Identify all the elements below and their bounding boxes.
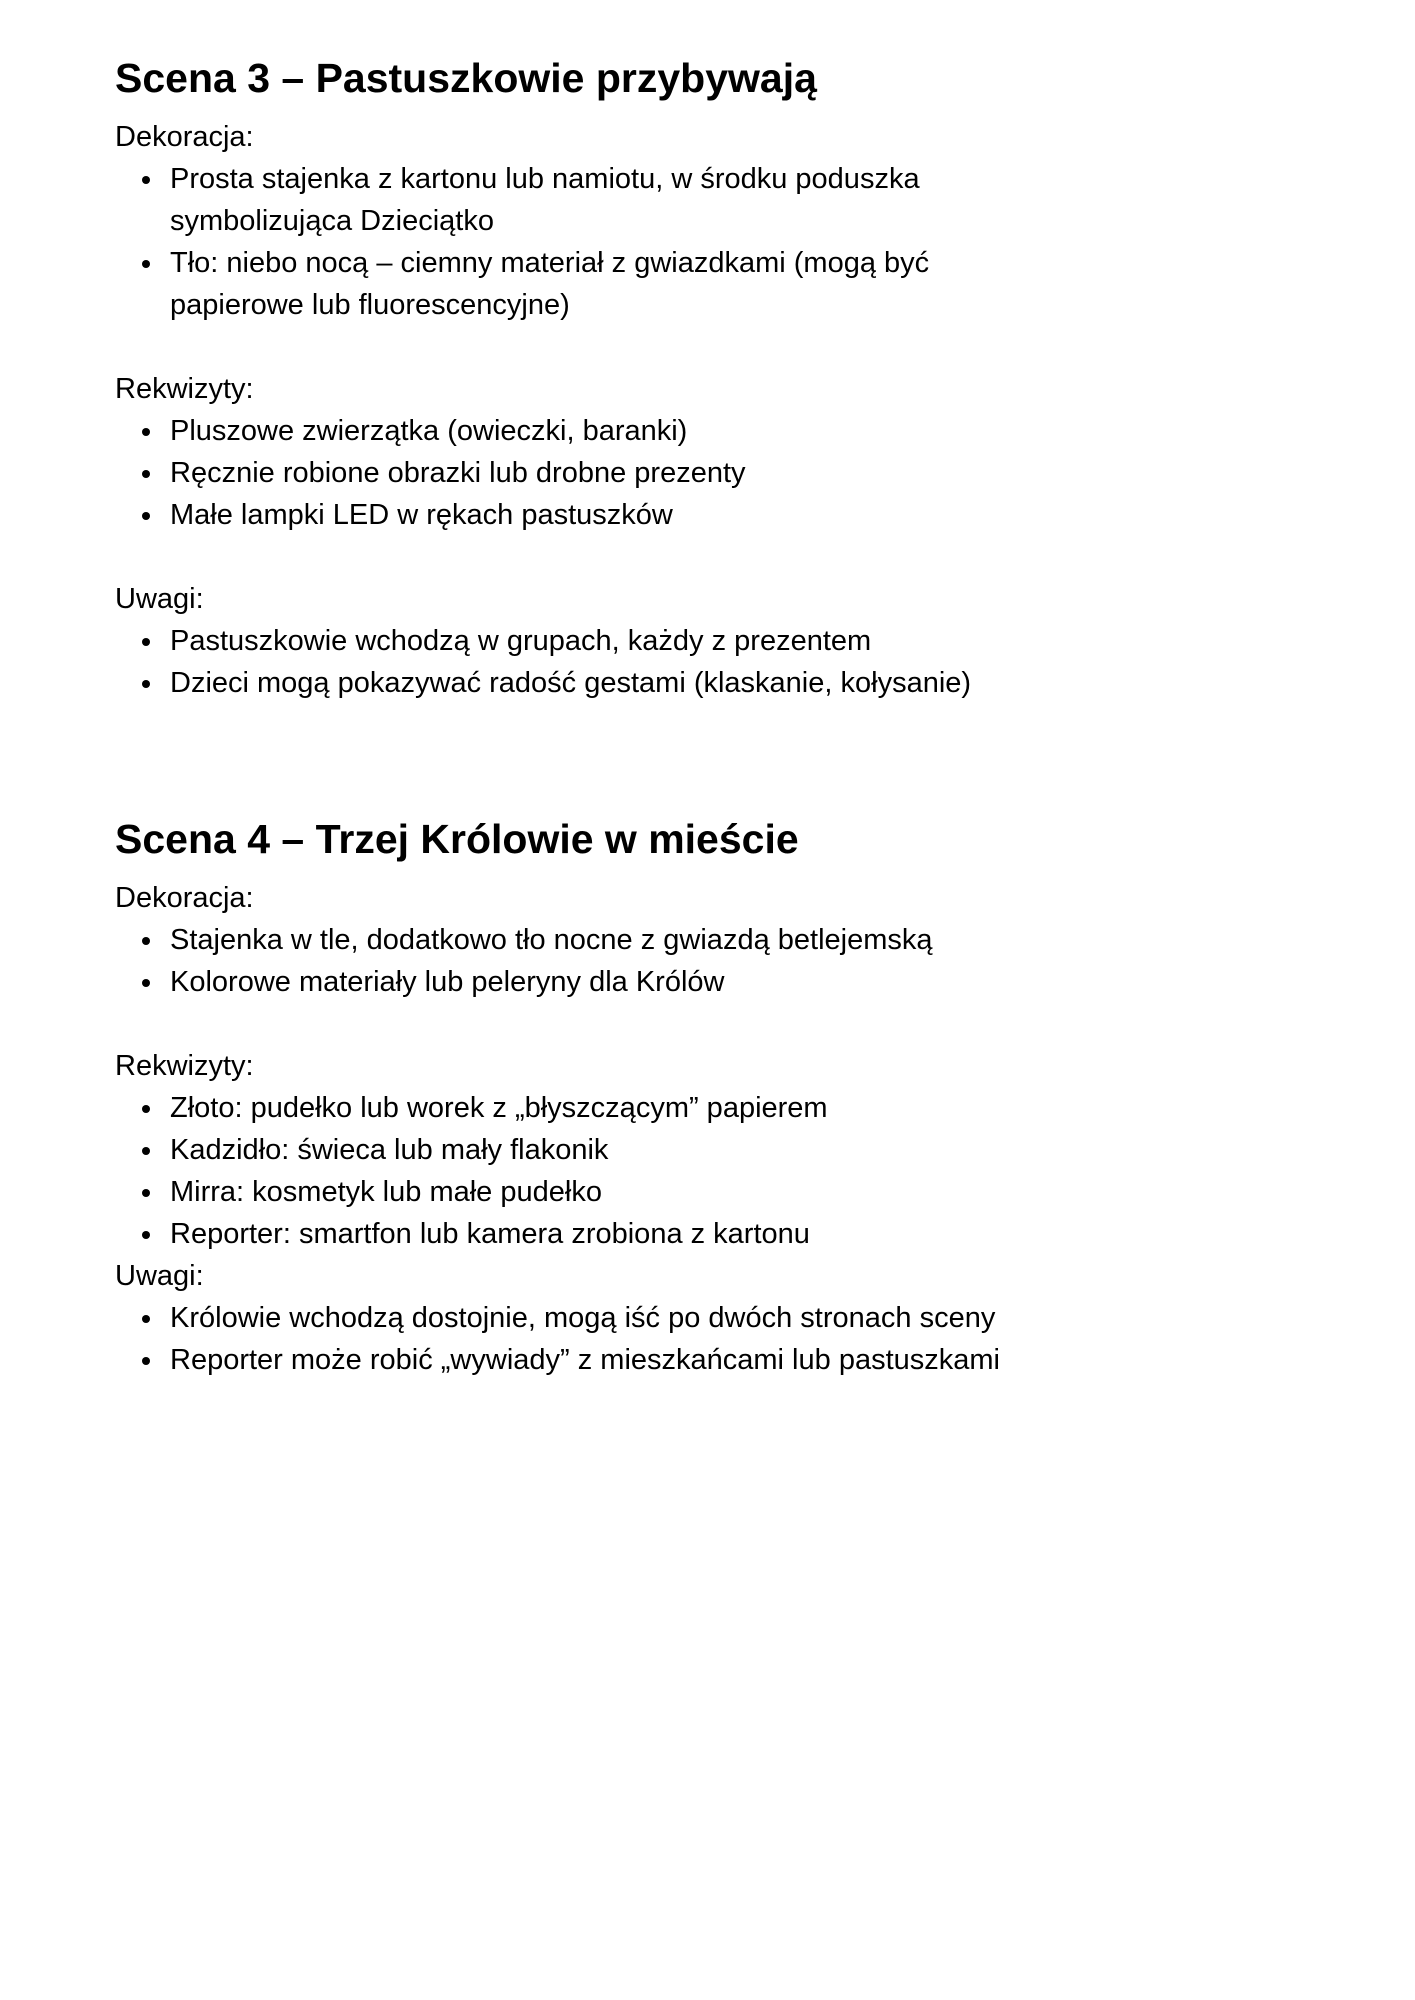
bullet-item: • Pluszowe zwierzątka (owieczki, baranki) bbox=[165, 410, 1030, 452]
bullet-item: • Mirra: kosmetyk lub małe pudełko bbox=[165, 1171, 1030, 1213]
content-block bbox=[115, 1255, 1030, 1381]
bullet-list bbox=[115, 620, 1030, 704]
bullet-item: • Dzieci mogą pokazywać radość gestami (klaskanie, kołysanie) bbox=[165, 662, 1030, 704]
bullet-item: • Kadzidło: świeca lub mały flakonik bbox=[165, 1129, 1030, 1171]
bullet-list bbox=[115, 1297, 1030, 1381]
block-label: Rekwizyty: bbox=[115, 1050, 254, 1083]
bullet-item: • Złoto: pudełko lub worek z „błyszczącym” papierem bbox=[165, 1087, 1030, 1129]
bullet-list bbox=[115, 919, 1030, 1003]
block-label: Uwagi: bbox=[115, 1260, 204, 1293]
scene-heading: Scena 4 – Trzej Królowie w mieście bbox=[115, 816, 799, 863]
content-block bbox=[115, 578, 1030, 704]
bullet-item: • Tło: niebo nocą – ciemny materiał z gwiazdkami (mogą być papierowe lub fluorescencyjne) bbox=[165, 242, 1030, 326]
block-label: Dekoracja: bbox=[115, 882, 254, 915]
content-block bbox=[115, 877, 1030, 1003]
bullet-list bbox=[115, 410, 1030, 536]
block-label: Rekwizyty: bbox=[115, 373, 254, 406]
bullet-item: • Stajenka w tle, dodatkowo tło nocne z gwiazdą betlejemską bbox=[165, 919, 1030, 961]
scene-heading: Scena 3 – Pastuszkowie przybywają bbox=[115, 55, 817, 101]
content-block bbox=[115, 368, 1030, 536]
scene-section bbox=[115, 55, 1030, 704]
bullet-item: • Reporter może robić „wywiady” z mieszkańcami lub pastuszkami bbox=[165, 1339, 1030, 1381]
bullet-item: • Prosta stajenka z kartonu lub namiotu, w środku poduszka symbolizująca Dzieciątko bbox=[165, 158, 1030, 242]
content-block bbox=[115, 1045, 1030, 1255]
bullet-item: • Kolorowe materiały lub peleryny dla Królów bbox=[165, 961, 1030, 1003]
bullet-item: • Pastuszkowie wchodzą w grupach, każdy z prezentem bbox=[165, 620, 1030, 662]
document-content bbox=[115, 55, 1030, 1381]
bullet-item: • Reporter: smartfon lub kamera zrobiona z kartonu bbox=[165, 1213, 1030, 1255]
block-label: Uwagi: bbox=[115, 583, 204, 616]
scene-section bbox=[115, 816, 1030, 1381]
bullet-item: • Małe lampki LED w rękach pastuszków bbox=[165, 494, 1030, 536]
block-label: Dekoracja: bbox=[115, 121, 254, 154]
bullet-list bbox=[115, 1087, 1030, 1255]
bullet-item: • Królowie wchodzą dostojnie, mogą iść po dwóch stronach sceny bbox=[165, 1297, 1030, 1339]
bullet-item: • Ręcznie robione obrazki lub drobne prezenty bbox=[165, 452, 1030, 494]
bullet-list bbox=[115, 158, 1030, 326]
content-block bbox=[115, 116, 1030, 326]
